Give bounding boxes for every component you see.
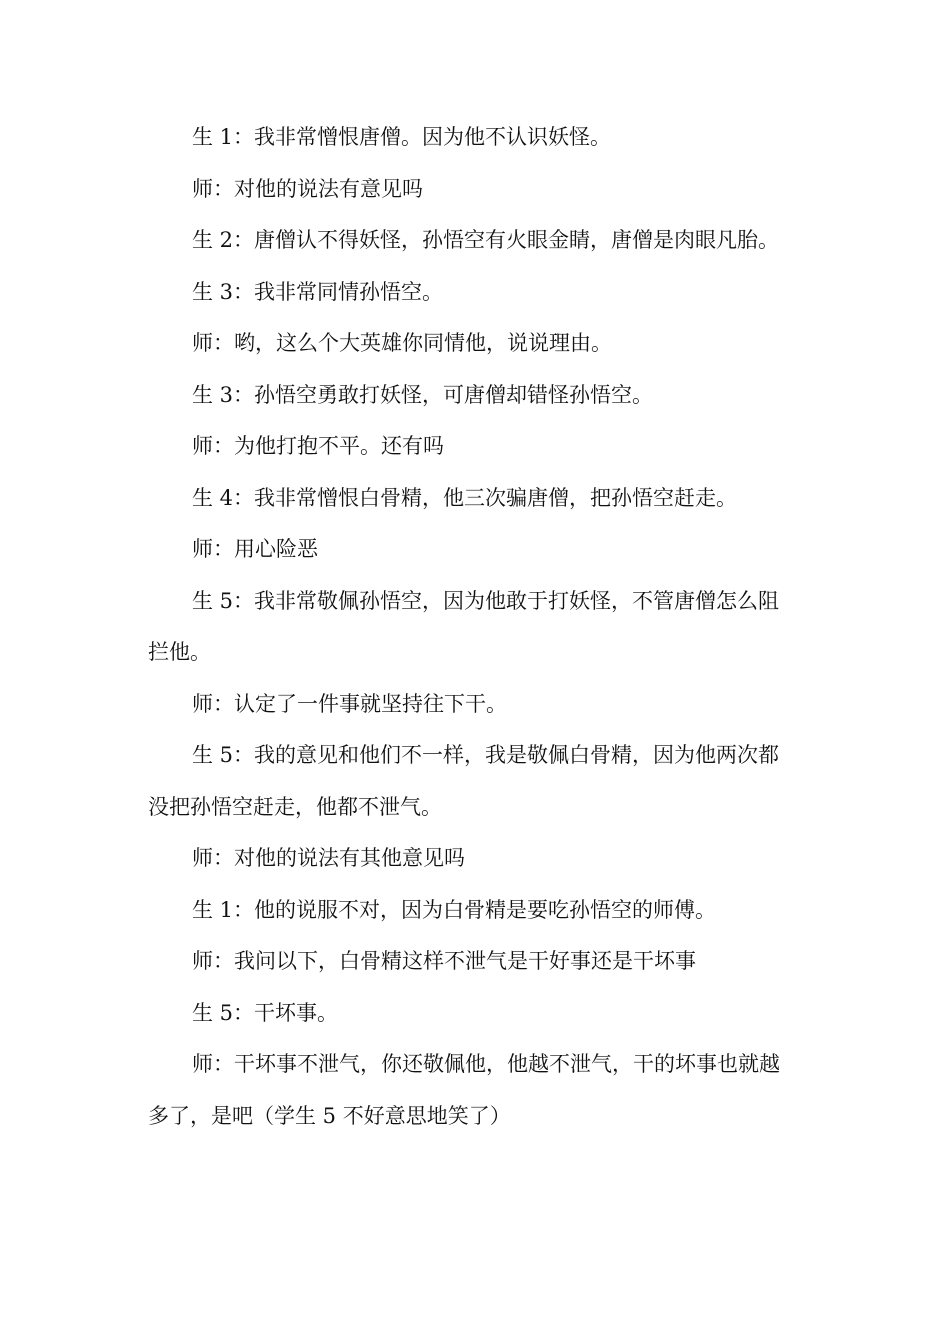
- paragraph-3: 生 2：唐僧认不得妖怪，孙悟空有火眼金睛，唐僧是肉眼凡胎。: [192, 228, 780, 252]
- paragraph-6: 生 3：孙悟空勇敢打妖怪，可唐僧却错怪孙悟空。: [192, 382, 654, 407]
- document-body: [148, 112, 798, 1142]
- paragraph-10: 生 5：我非常敬佩孙悟空，因为他敢于打妖怪，不管唐僧怎么阻拦他。: [148, 588, 780, 664]
- paragraph-4: 生 3：我非常同情孙悟空。: [192, 279, 444, 304]
- paragraph-16: 生 5：干坏事。: [192, 1000, 339, 1025]
- paragraph-2: 师：对他的说法有意见吗: [192, 176, 423, 201]
- paragraph-14: 生 1：他的说服不对，因为白骨精是要吃孙悟空的师傅。: [192, 897, 717, 922]
- paragraph-9: 师：用心险恶: [192, 537, 318, 561]
- paragraph-12: 生 5：我的意见和他们不一样，我是敬佩白骨精，因为他两次都没把孙悟空赶走，他都不泄气。: [148, 743, 780, 819]
- paragraph-8: 生 4：我非常憎恨白骨精，他三次骗唐僧，把孙悟空赶走。: [192, 485, 738, 510]
- paragraph-15: 师：我问以下，白骨精这样不泄气是干好事还是干坏事: [192, 949, 696, 973]
- paragraph-7: 师：为他打抱不平。还有吗: [192, 434, 444, 458]
- paragraph-13: 师：对他的说法有其他意见吗: [192, 846, 465, 870]
- paragraph-11: 师：认定了一件事就坚持往下干。: [192, 691, 507, 716]
- paragraph-5: 师：哟，这么个大英雄你同情他，说说理由。: [192, 331, 612, 355]
- paragraph-1: 生 1：我非常憎恨唐僧。因为他不认识妖怪。: [192, 125, 612, 149]
- paragraph-17: 师：干坏事不泄气，你还敬佩他，他越不泄气，干的坏事也就越多了，是吧（学生 5 不好意思地笑了）: [148, 1052, 780, 1128]
